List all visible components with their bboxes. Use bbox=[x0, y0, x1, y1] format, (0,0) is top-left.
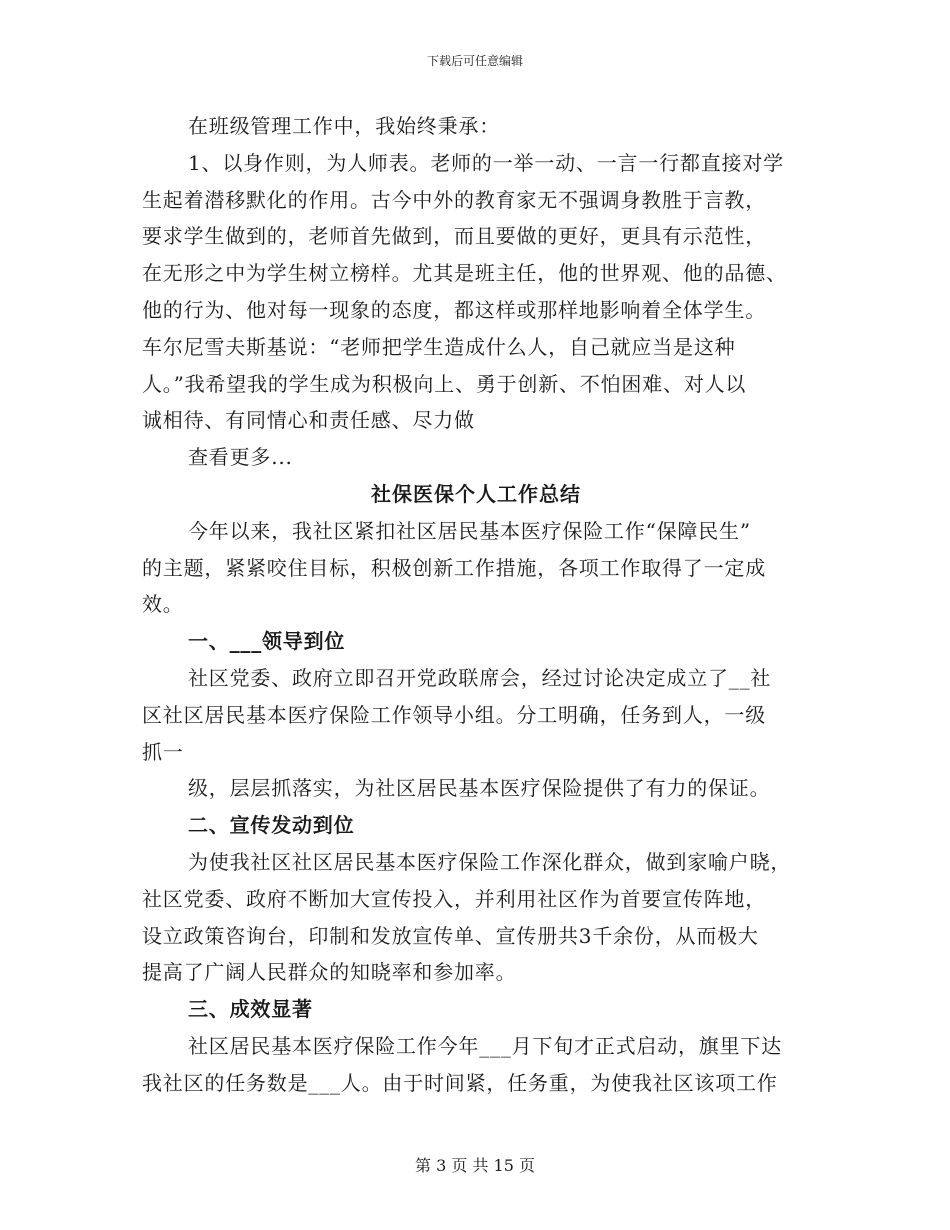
text-line: 人。”我希望我的学生成为积极向上、勇于创新、不怕困难、对人以 bbox=[142, 371, 747, 396]
text-line: 抓一 bbox=[142, 739, 184, 764]
document-body bbox=[142, 108, 810, 1102]
text-line: 查看更多... bbox=[188, 445, 293, 470]
section-heading: 社保医保个人工作总结 bbox=[371, 481, 581, 506]
text-line: 设立政策咨询台，印制和发放宣传单、宣传册共3千余份，从而极大 bbox=[142, 923, 759, 948]
section-heading: 一、___领导到位 bbox=[188, 629, 346, 654]
text-line: 他的行为、他对每一现象的态度，都这样或那样地影响着全体学生。 bbox=[142, 297, 766, 322]
text-line: 提高了广阔人民群众的知晓率和参加率。 bbox=[142, 960, 517, 985]
text-line: 级，层层抓落实，为社区居民基本医疗保险提供了有力的保证。 bbox=[188, 776, 771, 801]
text-line: 社区居民基本医疗保险工作今年___月下旬才正式启动，旗里下达 bbox=[188, 1033, 782, 1058]
text-line: 车尔尼雪夫斯基说：“老师把学生造成什么人，自己就应当是这种 bbox=[142, 334, 736, 359]
text-line: 要求学生做到的，老师首先做到，而且要做的更好，更具有示范性， bbox=[142, 224, 766, 249]
text-line: 生起着潜移默化的作用。古今中外的教育家无不强调身教胜于言教， bbox=[142, 187, 766, 212]
text-line: 我社区的任务数是___人。由于时间紧，任务重，为使我社区该项工作 bbox=[142, 1070, 778, 1095]
text-line: 1、以身作则，为人师表。老师的一举一动、一言一行都直接对学 bbox=[188, 150, 784, 175]
text-line: 社区党委、政府立即召开党政联席会，经过讨论决定成立了__社 bbox=[188, 665, 772, 690]
text-line: 社区党委、政府不断加大宣传投入，并利用社区作为首要宣传阵地， bbox=[142, 886, 766, 911]
text-line: 在班级管理工作中，我始终秉承： bbox=[188, 114, 500, 138]
text-line: 诚相待、有同情心和责任感、尽力做 bbox=[142, 408, 475, 433]
section-heading: 二、宣传发动到位 bbox=[188, 813, 355, 838]
text-line: 今年以来，我社区紧扣社区居民基本医疗保险工作“保障民生” bbox=[188, 518, 751, 543]
text-line: 区社区居民基本医疗保险工作领导小组。分工明确，任务到人，一级 bbox=[142, 702, 766, 727]
page-header: 下载后可任意编辑 bbox=[426, 54, 523, 68]
section-heading: 三、成效显著 bbox=[188, 997, 313, 1022]
page-footer: 第 3 页 共 15 页 bbox=[415, 1156, 535, 1175]
text-line: 的主题，紧紧咬住目标，积极创新工作措施，各项工作取得了一定成 bbox=[142, 555, 766, 580]
text-line: 效。 bbox=[142, 592, 184, 617]
text-line: 在无形之中为学生树立榜样。尤其是班主任，他的世界观、他的品德、 bbox=[142, 261, 787, 286]
text-line: 为使我社区社区居民基本医疗保险工作深化群众，做到家喻户晓， bbox=[188, 849, 792, 874]
